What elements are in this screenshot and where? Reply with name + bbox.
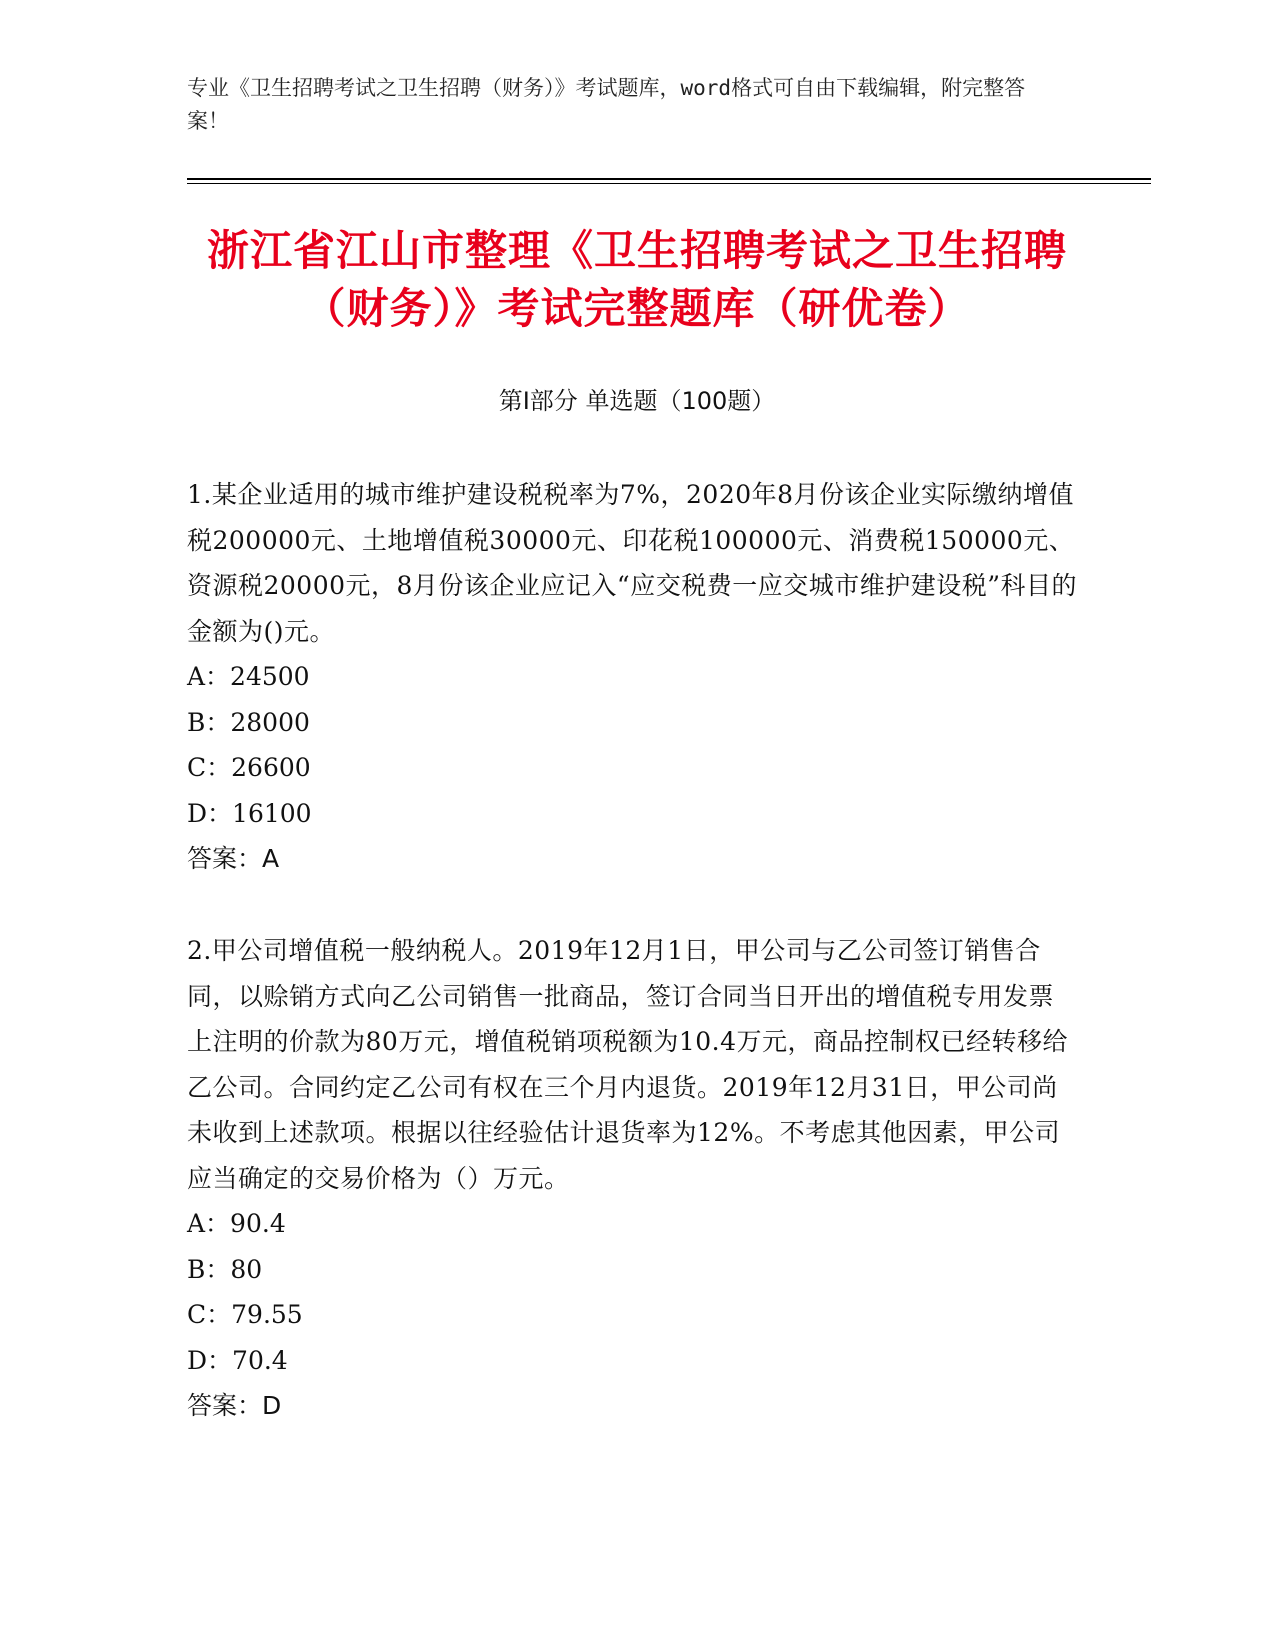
section-title: 第Ⅰ部分 单选题（100题）: [498, 387, 776, 415]
option-d: D：16100: [187, 798, 312, 828]
option-a: A：24500: [187, 662, 310, 691]
option-a: A：90.4: [187, 1209, 286, 1238]
answer: 答案：A: [187, 844, 280, 873]
question-stem: 1.某企业适用的城市维护建设税税率为7%，2020年8月份该企业实际缴纳增值税200000元、土地增值税30000元、印花税100000元、消费税150000元、资源税20000元，8月份该企业应记入“应交税费一应交城市维护建设税”科目的金额为()元。: [187, 480, 1077, 646]
document-title: 浙江省江山市整理《卫生招聘考试之卫生招聘（财务）》考试完整题库（研优卷）: [206, 226, 1067, 333]
question-1: [187, 472, 1077, 882]
option-c: C：79.55: [187, 1300, 303, 1329]
header-divider-thick: [187, 178, 1151, 180]
question-stem: 2.甲公司增值税一般纳税人。2019年12月1日，甲公司与乙公司签订销售合同，以赊销方式向乙公司销售一批商品，签订合同当日开出的增值税专用发票上注明的价款为80万元，增值税销项税额为10.4万元，商品控制权已经转移给乙公司。合同约定乙公司有权在三个月内退货。2019年12月31日，甲公司尚未收到上述款项。根据以往经验估计退货率为12%。不考虑其他因素，甲公司应当确定的交易价格为（）万元。: [187, 936, 1068, 1193]
header-divider-thin: [187, 183, 1151, 184]
option-d: D：70.4: [187, 1345, 288, 1375]
option-b: B：80: [187, 1254, 263, 1284]
question-2: [187, 928, 1077, 1429]
header-note: 专业《卫生招聘考试之卫生招聘（财务）》考试题库，word格式可自由下载编辑，附完整答案！: [187, 76, 1026, 133]
option-c: C：26600: [187, 753, 311, 782]
answer: 答案：D: [187, 1391, 282, 1420]
option-b: B：28000: [187, 707, 310, 737]
